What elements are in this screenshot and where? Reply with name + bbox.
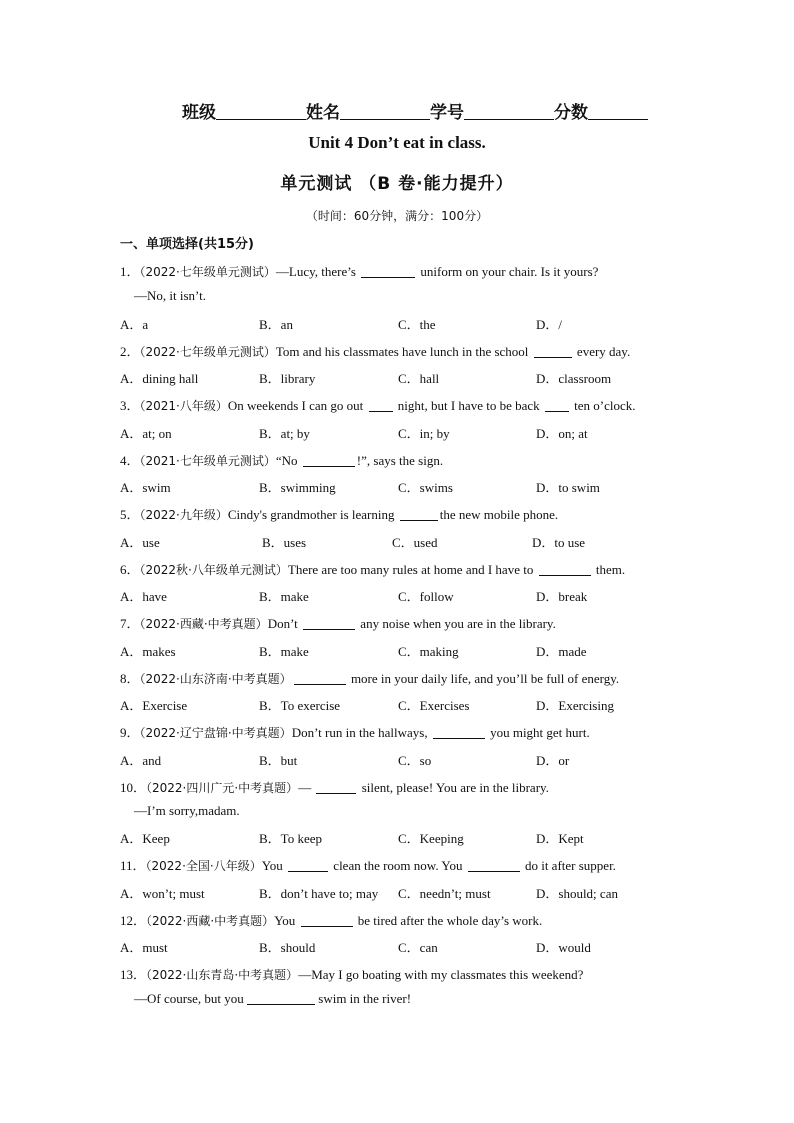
- reply-text: —Of course, but you: [134, 991, 244, 1006]
- question-number: 7．: [120, 616, 140, 631]
- time-info: （时间：60分钟，满分：100分）: [305, 209, 489, 223]
- option-a[interactable]: A．makes: [120, 644, 176, 659]
- option-a[interactable]: A．swim: [120, 480, 171, 495]
- title-english: Unit 4 Don’t eat in class.: [308, 133, 486, 152]
- answer-blank[interactable]: [303, 453, 355, 467]
- question-text: —Lucy, there’s: [275, 264, 356, 279]
- question-text: the new mobile phone.: [439, 507, 559, 522]
- option-c[interactable]: C．making: [398, 644, 459, 659]
- answer-blank[interactable]: [316, 780, 356, 794]
- option-b[interactable]: B．don’t have to; may: [259, 886, 379, 901]
- question-number: 1．: [120, 264, 140, 279]
- question-source: （2022·九年级）: [139, 508, 228, 522]
- id-blank[interactable]: [464, 101, 554, 120]
- question-text: Cindy's grandmother is learning: [227, 507, 395, 522]
- class-blank[interactable]: [216, 101, 306, 120]
- question-number: 2．: [120, 344, 140, 359]
- question-text: night, but I have to be back: [397, 398, 540, 413]
- title-chinese: 单元测试 （B 卷·能力提升）: [280, 174, 514, 194]
- question-11-options: [120, 883, 720, 901]
- question-10-reply: —I’m sorry,madam.: [134, 803, 240, 818]
- option-b[interactable]: B．at; by: [259, 426, 310, 441]
- option-d[interactable]: D．Exercising: [536, 698, 614, 713]
- option-b[interactable]: B．make: [259, 589, 309, 604]
- option-b[interactable]: B．but: [259, 753, 298, 768]
- option-a[interactable]: A．won’t; must: [120, 886, 205, 901]
- question-source: （2022·辽宁盘锦·中考真题）: [139, 726, 292, 740]
- question-3-options: [120, 423, 720, 441]
- question-text: clean the room now. You: [333, 858, 463, 873]
- question-text: !”, says the sign.: [356, 453, 444, 468]
- option-d[interactable]: D．to use: [532, 535, 586, 550]
- option-c[interactable]: C．needn’t; must: [398, 886, 491, 901]
- answer-blank[interactable]: [433, 725, 485, 739]
- question-4: [120, 450, 443, 469]
- option-a[interactable]: A．at; on: [120, 426, 172, 441]
- option-b[interactable]: B．uses: [262, 535, 307, 550]
- answer-blank[interactable]: [361, 264, 415, 278]
- answer-blank[interactable]: [468, 858, 520, 872]
- option-a[interactable]: A．use: [120, 535, 160, 550]
- answer-blank[interactable]: [545, 398, 569, 412]
- option-d[interactable]: D．classroom: [536, 371, 612, 386]
- question-text: be tired after the whole day’s work.: [357, 913, 543, 928]
- option-d[interactable]: D．or: [536, 753, 570, 768]
- option-d[interactable]: D．break: [536, 589, 588, 604]
- option-c[interactable]: C．so: [398, 753, 432, 768]
- answer-blank[interactable]: [301, 913, 353, 927]
- question-6: [120, 559, 625, 578]
- option-b[interactable]: B．an: [259, 317, 293, 332]
- question-4-options: [120, 477, 720, 495]
- question-9-options: [120, 750, 720, 768]
- option-d[interactable]: D．should; can: [536, 886, 618, 901]
- option-c[interactable]: C．used: [392, 535, 438, 550]
- option-a[interactable]: A．Exercise: [120, 698, 188, 713]
- question-1-reply: —No, it isn’t.: [134, 288, 206, 303]
- question-2-options: [120, 368, 720, 386]
- option-b[interactable]: B．To keep: [259, 831, 322, 846]
- option-c[interactable]: C．the: [398, 317, 436, 332]
- section-title: 一、单项选择(共15分): [120, 237, 254, 252]
- question-5-options: [120, 532, 720, 550]
- question-text: you might get hurt.: [490, 725, 590, 740]
- option-a[interactable]: A．dining hall: [120, 371, 199, 386]
- question-9: [120, 722, 590, 741]
- option-d[interactable]: D．would: [536, 940, 591, 955]
- question-source: （2021·八年级）: [139, 399, 228, 413]
- score-blank[interactable]: [588, 101, 648, 120]
- question-text: silent, please! You are in the library.: [361, 780, 549, 795]
- option-c[interactable]: C．follow: [398, 589, 454, 604]
- question-source: （2022·山东青岛·中考真题）: [146, 968, 299, 982]
- question-source: （2022·西藏·中考真题）: [146, 914, 275, 928]
- question-number: 13．: [120, 967, 147, 982]
- option-a[interactable]: A．Keep: [120, 831, 170, 846]
- answer-blank[interactable]: [247, 991, 315, 1005]
- option-c[interactable]: C．Exercises: [398, 698, 470, 713]
- option-a[interactable]: A．and: [120, 753, 162, 768]
- question-text: do it after supper.: [524, 858, 616, 873]
- question-number: 10．: [120, 780, 147, 795]
- question-text: On weekends I can go out: [227, 398, 364, 413]
- option-c[interactable]: C．swims: [398, 480, 453, 495]
- question-number: 8．: [120, 671, 140, 686]
- question-1-options: [120, 314, 720, 332]
- question-7-options: [120, 641, 720, 659]
- question-source: （2022秋·八年级单元测试）: [139, 563, 288, 577]
- question-text: ten o’clock.: [574, 398, 636, 413]
- option-b[interactable]: B．To exercise: [259, 698, 341, 713]
- question-13: [120, 964, 583, 983]
- question-text: There are too many rules at home and I have to: [287, 562, 534, 577]
- question-1: [120, 261, 598, 280]
- option-a[interactable]: A．a: [120, 317, 149, 332]
- option-d[interactable]: D．/: [536, 317, 563, 332]
- option-b[interactable]: B．make: [259, 644, 309, 659]
- id-label: 学号: [430, 103, 464, 122]
- question-8: [120, 668, 619, 687]
- question-source: （2022·山东济南·中考真题）: [139, 672, 292, 686]
- class-label: 班级: [182, 103, 216, 122]
- question-number: 4．: [120, 453, 140, 468]
- question-source: （2022·七年级单元测试）: [139, 345, 276, 359]
- question-text: Don’t run in the hallways,: [291, 725, 428, 740]
- question-13-reply: [134, 991, 411, 1007]
- reply-text: swim in the river!: [318, 991, 412, 1006]
- score-label: 分数: [554, 103, 588, 122]
- question-3: [120, 395, 636, 414]
- question-source: （2021·七年级单元测试）: [139, 454, 276, 468]
- question-2: [120, 341, 630, 360]
- option-d[interactable]: D．to swim: [536, 480, 600, 495]
- question-number: 9．: [120, 725, 140, 740]
- question-source: （2022·西藏·中考真题）: [139, 617, 268, 631]
- student-info-header: [182, 98, 682, 124]
- option-b[interactable]: B．library: [259, 371, 316, 386]
- option-c[interactable]: C．can: [398, 940, 438, 955]
- option-b[interactable]: B．swimming: [259, 480, 336, 495]
- answer-blank[interactable]: [303, 616, 355, 630]
- question-number: 12．: [120, 913, 147, 928]
- question-text: more in your daily life, and you’ll be full of energy.: [350, 671, 620, 686]
- answer-blank[interactable]: [288, 858, 328, 872]
- question-7: [120, 613, 556, 632]
- question-text: Tom and his classmates have lunch in the school: [275, 344, 529, 359]
- answer-blank[interactable]: [400, 507, 438, 521]
- question-text: You: [261, 858, 283, 873]
- option-d[interactable]: D．made: [536, 644, 587, 659]
- question-source: （2022·七年级单元测试）: [139, 265, 276, 279]
- question-12-options: [120, 937, 720, 955]
- question-text: any noise when you are in the library.: [360, 616, 556, 631]
- question-number: 6．: [120, 562, 140, 577]
- option-a[interactable]: A．have: [120, 589, 167, 604]
- question-11: [120, 855, 616, 874]
- question-text: uniform on your chair. Is it yours?: [420, 264, 599, 279]
- question-text: You: [274, 913, 296, 928]
- option-c[interactable]: C．in; by: [398, 426, 450, 441]
- answer-blank[interactable]: [534, 344, 572, 358]
- question-number: 5．: [120, 507, 140, 522]
- question-number: 3．: [120, 398, 140, 413]
- option-b[interactable]: B．should: [259, 940, 316, 955]
- question-text: “No: [275, 453, 298, 468]
- option-c[interactable]: C．Keeping: [398, 831, 464, 846]
- question-text: them.: [595, 562, 626, 577]
- answer-blank[interactable]: [539, 562, 591, 576]
- option-c[interactable]: C．hall: [398, 371, 440, 386]
- question-8-options: [120, 695, 720, 713]
- option-d[interactable]: D．Kept: [536, 831, 584, 846]
- question-5: [120, 504, 558, 523]
- question-text: Don’t: [267, 616, 298, 631]
- question-text: —: [298, 780, 312, 795]
- option-a[interactable]: A．must: [120, 940, 168, 955]
- question-12: [120, 910, 542, 929]
- question-source: （2022·四川广元·中考真题）: [146, 781, 299, 795]
- question-10-options: [120, 828, 720, 846]
- name-label: 姓名: [306, 103, 340, 122]
- option-d[interactable]: D．on; at: [536, 426, 588, 441]
- question-6-options: [120, 586, 720, 604]
- answer-blank[interactable]: [294, 671, 346, 685]
- question-10: [120, 777, 549, 796]
- name-blank[interactable]: [340, 101, 430, 120]
- question-text: —May I go boating with my classmates this weekend?: [298, 967, 584, 982]
- answer-blank[interactable]: [369, 398, 393, 412]
- question-number: 11．: [120, 858, 146, 873]
- question-text: every day.: [576, 344, 631, 359]
- question-source: （2022·全国·八年级）: [145, 859, 262, 873]
